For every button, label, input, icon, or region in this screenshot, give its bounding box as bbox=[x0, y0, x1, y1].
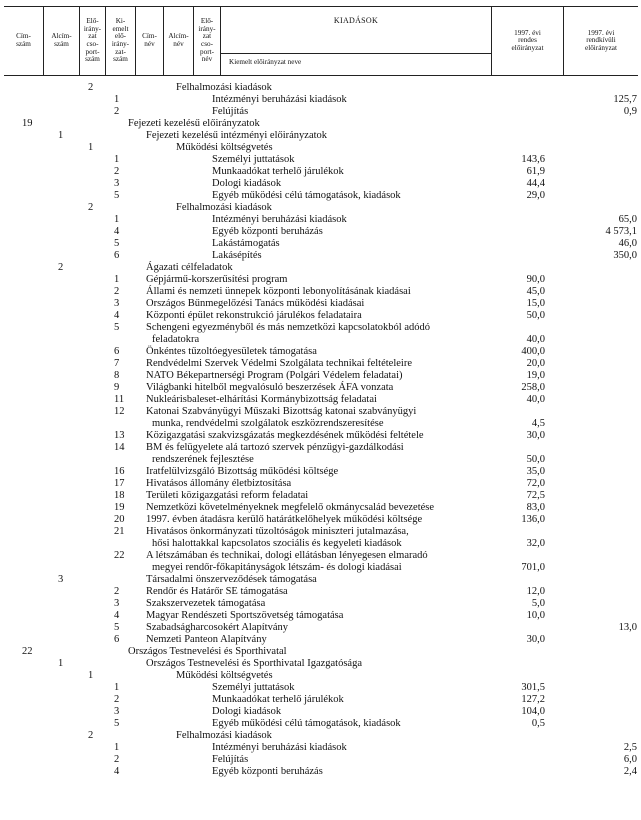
header-elocsopnev-l2: irány- bbox=[198, 24, 216, 33]
table-row bbox=[0, 298, 641, 310]
header-elocsop-l3: zat bbox=[88, 32, 97, 41]
row-label: Egyéb működési célú támogatások, kiadások bbox=[212, 190, 401, 201]
table-row bbox=[0, 94, 641, 106]
header-elocsopnev-l3: zat bbox=[202, 32, 212, 41]
row-value-rendes: 61,9 bbox=[526, 166, 545, 177]
table-row bbox=[0, 562, 641, 574]
row-value-rendkivuli: 4 573,1 bbox=[605, 226, 637, 237]
header-elocsop-l5: port- bbox=[85, 47, 100, 56]
table-row bbox=[0, 646, 641, 658]
row-number: 13 bbox=[114, 430, 125, 441]
row-number: 4 bbox=[114, 310, 120, 321]
row-value-rendes: 20,0 bbox=[526, 358, 545, 369]
row-label: Közigazgatási szakvizsgázatás megkezdésének működési feltétele bbox=[146, 430, 424, 441]
row-label: Rendőr és Határőr SE támogatása bbox=[146, 586, 288, 597]
row-value-rendkivuli: 125,7 bbox=[613, 94, 637, 105]
row-number: 11 bbox=[114, 394, 125, 405]
row-number: 1 bbox=[114, 214, 120, 225]
table-row bbox=[0, 130, 641, 142]
row-label: megyei rendőr-főkapitányságok létszám- és dologi kiadásai bbox=[152, 562, 402, 573]
header-rendkivuli-l1: 1997. évi bbox=[587, 28, 615, 37]
table-row bbox=[0, 502, 641, 514]
header-elocsopnev-l6: név bbox=[201, 55, 213, 64]
row-number: 1 bbox=[114, 682, 120, 693]
row-number: 9 bbox=[114, 382, 120, 393]
table-row bbox=[0, 730, 641, 742]
header-cimnev-l2: név bbox=[144, 40, 155, 48]
header-kiemelt bbox=[106, 7, 136, 75]
row-value-rendes: 72,0 bbox=[526, 478, 545, 489]
row-label: Személyi juttatások bbox=[212, 682, 295, 693]
table-row bbox=[0, 226, 641, 238]
row-label: Dologi kiadások bbox=[212, 706, 282, 717]
row-number: 3 bbox=[114, 298, 120, 309]
header-elocsop-l6: szám bbox=[85, 55, 100, 64]
row-number: 1 bbox=[114, 274, 120, 285]
row-label: Lakástámogatás bbox=[212, 238, 280, 249]
row-label: Ágazati célfeladatok bbox=[146, 262, 233, 273]
row-value-rendes: 0,5 bbox=[531, 718, 545, 729]
header-elocsop-l1: Elő- bbox=[86, 17, 99, 26]
row-label: Országos Bűnmegelőzési Tanács működési kiadásai bbox=[146, 298, 365, 309]
header-kiemelt-l1: Ki- bbox=[115, 17, 126, 26]
table-row bbox=[0, 394, 641, 406]
row-value-rendes: 83,0 bbox=[526, 502, 545, 513]
row-label: 1997. évben átadásra kerülő határátkelőhelyek működési költsége bbox=[146, 514, 423, 525]
table-row bbox=[0, 622, 641, 634]
row-number: 19 bbox=[22, 118, 33, 129]
row-number: 1 bbox=[114, 94, 120, 105]
row-label: Egyéb központi beruházás bbox=[212, 766, 323, 777]
row-number: 1 bbox=[114, 154, 120, 165]
header-kiemelt-l2: emelt bbox=[112, 24, 129, 33]
header-cimszam-l2: szám bbox=[16, 40, 31, 48]
table-row bbox=[0, 694, 641, 706]
table-row bbox=[0, 142, 641, 154]
row-label: BM és felügyelete alá tartozó szervek pénzügyi-gazdálkodási bbox=[146, 442, 404, 453]
row-value-rendkivuli: 65,0 bbox=[618, 214, 637, 225]
table-row bbox=[0, 670, 641, 682]
table-row bbox=[0, 706, 641, 718]
header-kiadasok-divider bbox=[221, 53, 491, 54]
table-row bbox=[0, 526, 641, 538]
table-row bbox=[0, 358, 641, 370]
row-value-rendes: 12,0 bbox=[526, 586, 545, 597]
row-label: Önkéntes tűzoltóegyesületek támogatása bbox=[146, 346, 317, 357]
row-number: 2 bbox=[58, 262, 64, 273]
table-row bbox=[0, 658, 641, 670]
header-elocsopnev-l1: Elő- bbox=[200, 17, 214, 26]
row-label: Egyéb központi beruházás bbox=[212, 226, 323, 237]
header-elocsopnev bbox=[194, 7, 221, 75]
row-number: 4 bbox=[114, 226, 120, 237]
row-value-rendes: 50,0 bbox=[526, 310, 545, 321]
table-row bbox=[0, 106, 641, 118]
table-row bbox=[0, 610, 641, 622]
row-label: hősi halottakkal kapcsolatos szociális és kegyeleti kiadások bbox=[152, 538, 402, 549]
row-value-rendes: 90,0 bbox=[526, 274, 545, 285]
table-row bbox=[0, 718, 641, 730]
header-elocsop-l2: irány- bbox=[83, 24, 102, 33]
row-label: Katonai Szabványügyi Műszaki Bizottság katonai szabványügyi bbox=[146, 406, 417, 417]
row-number: 4 bbox=[114, 610, 120, 621]
table-row bbox=[0, 166, 641, 178]
row-value-rendes: 35,0 bbox=[526, 466, 545, 477]
row-label: Rendvédelmi Szervek Védelmi Szolgálata technikai feltételeire bbox=[146, 358, 412, 369]
row-label: Felújítás bbox=[212, 106, 249, 117]
row-label: Schengeni egyezményből és más nemzetközi kapcsolatokból adódó bbox=[146, 322, 430, 333]
table-row bbox=[0, 370, 641, 382]
row-label: munka, rendvédelmi szolgálatok eszközrendszeresítése bbox=[152, 418, 384, 429]
header-rendes-l3: előirányzat bbox=[511, 43, 544, 52]
table-row bbox=[0, 478, 641, 490]
table-row bbox=[0, 82, 641, 94]
table-row bbox=[0, 682, 641, 694]
row-label: Nukleárisbaleset-elhárítási Kormánybizottság feladatai bbox=[146, 394, 377, 405]
row-value-rendes: 50,0 bbox=[526, 454, 545, 465]
row-number: 1 bbox=[114, 742, 120, 753]
row-number: 1 bbox=[58, 658, 64, 669]
row-label: Szakszervezetek támogatása bbox=[146, 598, 266, 609]
header-elocsopnev-l4: cso- bbox=[201, 40, 213, 48]
header-rendes-l1: 1997. évi bbox=[514, 28, 541, 37]
table-row bbox=[0, 238, 641, 250]
header-alcimszam-l2: szám bbox=[54, 40, 69, 48]
row-number: 5 bbox=[114, 718, 120, 729]
row-number: 1 bbox=[88, 670, 94, 681]
row-number: 22 bbox=[114, 550, 125, 561]
row-number: 3 bbox=[58, 574, 64, 585]
row-label: Felújítás bbox=[212, 754, 249, 765]
row-number: 20 bbox=[114, 514, 125, 525]
row-number: 2 bbox=[114, 694, 120, 705]
table-row bbox=[0, 586, 641, 598]
row-number: 1 bbox=[88, 142, 94, 153]
table-row bbox=[0, 178, 641, 190]
row-number: 2 bbox=[88, 202, 94, 213]
row-value-rendes: 104,0 bbox=[521, 706, 545, 717]
table-row bbox=[0, 202, 641, 214]
header-alcimszam bbox=[44, 7, 80, 75]
row-value-rendes: 30,0 bbox=[526, 634, 545, 645]
row-number: 12 bbox=[114, 406, 125, 417]
table-row bbox=[0, 538, 641, 550]
row-number: 5 bbox=[114, 190, 120, 201]
header-elocsop-l4: cso- bbox=[86, 40, 99, 48]
row-number: 16 bbox=[114, 466, 125, 477]
row-label: Magyar Rendészeti Sportszövetség támogatása bbox=[146, 610, 344, 621]
row-value-rendes: 45,0 bbox=[526, 286, 545, 297]
row-label: Munkaadókat terhelő járulékok bbox=[212, 694, 344, 705]
table-row bbox=[0, 550, 641, 562]
row-value-rendes: 40,0 bbox=[526, 334, 545, 345]
row-value-rendkivuli: 350,0 bbox=[613, 250, 637, 261]
row-value-rendes: 15,0 bbox=[526, 298, 545, 309]
row-label: Intézményi beruházási kiadások bbox=[212, 94, 347, 105]
row-label: Működési költségvetés bbox=[176, 670, 273, 681]
row-value-rendes: 143,6 bbox=[521, 154, 545, 165]
header-alcimnev-l1: Alcím- bbox=[168, 32, 189, 41]
row-number: 22 bbox=[22, 646, 33, 657]
header-cimnev bbox=[136, 7, 164, 75]
table-row bbox=[0, 754, 641, 766]
header-cimnev-l1: Cím- bbox=[142, 32, 157, 41]
row-number: 2 bbox=[114, 286, 120, 297]
header-kiadasok bbox=[221, 7, 492, 75]
row-number: 3 bbox=[114, 178, 120, 189]
row-label: Világbanki hitelből megvalósuló beszerzések ÁFA vonzata bbox=[146, 382, 394, 393]
row-label: Intézményi beruházási kiadások bbox=[212, 742, 347, 753]
row-number: 6 bbox=[114, 634, 120, 645]
row-value-rendes: 40,0 bbox=[526, 394, 545, 405]
header-rendes-l2: rendes bbox=[518, 36, 537, 45]
table-header bbox=[4, 6, 638, 76]
row-value-rendes: 30,0 bbox=[526, 430, 545, 441]
row-value-rendkivuli: 2,4 bbox=[623, 766, 637, 777]
table-row bbox=[0, 466, 641, 478]
table-row bbox=[0, 190, 641, 202]
row-label: A létszámában és technikai, dologi ellátásban lényegesen elmaradó bbox=[146, 550, 428, 561]
header-rendkivuli-l2: rendkívüli bbox=[586, 36, 616, 45]
table-row bbox=[0, 250, 641, 262]
row-label: Nemzeti Panteon Alapítvány bbox=[146, 634, 267, 645]
row-number: 4 bbox=[114, 766, 120, 777]
table-row bbox=[0, 574, 641, 586]
table-row bbox=[0, 634, 641, 646]
table-row bbox=[0, 418, 641, 430]
header-elocsop bbox=[80, 7, 106, 75]
header-cimszam-l1: Cím- bbox=[16, 32, 31, 41]
table-row bbox=[0, 346, 641, 358]
table-row bbox=[0, 430, 641, 442]
row-number: 19 bbox=[114, 502, 125, 513]
row-label: Hivatásos önkormányzati tűzoltóságok miniszteri jutalmazása, bbox=[146, 526, 409, 537]
row-label: Felhalmozási kiadások bbox=[176, 82, 272, 93]
table-row bbox=[0, 742, 641, 754]
table-row bbox=[0, 766, 641, 778]
row-value-rendkivuli: 2,5 bbox=[623, 742, 637, 753]
row-value-rendes: 5,0 bbox=[531, 598, 545, 609]
header-kiemelt-nev: Kiemelt előirányzat neve bbox=[229, 58, 302, 66]
header-kiemelt-l6: szám bbox=[113, 55, 128, 64]
table-row bbox=[0, 490, 641, 502]
table-row bbox=[0, 334, 641, 346]
row-number: 1 bbox=[58, 130, 64, 141]
table-row bbox=[0, 286, 641, 298]
row-label: Országos Testnevelési és Sporthivatal bbox=[128, 646, 287, 657]
table-row bbox=[0, 382, 641, 394]
row-number: 7 bbox=[114, 358, 120, 369]
table-row bbox=[0, 154, 641, 166]
row-label: Dologi kiadások bbox=[212, 178, 282, 189]
table-row bbox=[0, 214, 641, 226]
row-value-rendkivuli: 6,0 bbox=[623, 754, 637, 765]
header-alcimszam-l1: Alcím- bbox=[51, 32, 72, 41]
row-label: Állami és nemzeti ünnepek központi lebonyolításának kiadásai bbox=[146, 286, 411, 297]
row-label: Országos Testnevelési és Sporthivatal Igazgatósága bbox=[146, 658, 363, 669]
row-label: Társadalmi önszerveződések támogatása bbox=[146, 574, 317, 585]
row-value-rendes: 4,5 bbox=[531, 418, 545, 429]
row-label: Lakásépítés bbox=[212, 250, 262, 261]
row-value-rendes: 32,0 bbox=[526, 538, 545, 549]
row-number: 2 bbox=[88, 82, 94, 93]
row-value-rendes: 72,5 bbox=[526, 490, 545, 501]
row-label: Fejezeti kezelésű intézményi előirányzatok bbox=[146, 130, 328, 141]
row-value-rendes: 127,2 bbox=[521, 694, 545, 705]
row-number: 17 bbox=[114, 478, 125, 489]
row-label: Működési költségvetés bbox=[176, 142, 273, 153]
header-rendkivuli-l3: előirányzat bbox=[585, 43, 617, 52]
row-value-rendkivuli: 0,9 bbox=[623, 106, 637, 117]
row-number: 18 bbox=[114, 490, 125, 501]
budget-rows bbox=[0, 82, 641, 778]
row-value-rendkivuli: 46,0 bbox=[618, 238, 637, 249]
row-value-rendes: 44,4 bbox=[526, 178, 545, 189]
row-value-rendes: 701,0 bbox=[521, 562, 545, 573]
table-row bbox=[0, 454, 641, 466]
row-number: 3 bbox=[114, 598, 120, 609]
header-rendes bbox=[492, 7, 564, 75]
row-value-rendes: 301,5 bbox=[521, 682, 545, 693]
header-kiemelt-l4: irány- bbox=[111, 40, 130, 48]
row-label: Munkaadókat terhelő járulékok bbox=[212, 166, 344, 177]
header-cimszam bbox=[4, 7, 44, 75]
row-number: 2 bbox=[114, 106, 120, 117]
row-value-rendes: 258,0 bbox=[521, 382, 545, 393]
row-label: Nemzetközi követelményeknek megfelelő okmánycsalád bevezetése bbox=[146, 502, 435, 513]
table-row bbox=[0, 310, 641, 322]
header-rendkivuli bbox=[564, 7, 638, 75]
row-value-rendes: 400,0 bbox=[521, 346, 545, 357]
row-label: Iratfelülvizsgáló Bizottság működési költsége bbox=[146, 466, 339, 477]
table-row bbox=[0, 322, 641, 334]
table-row bbox=[0, 514, 641, 526]
row-label: Személyi juttatások bbox=[212, 154, 295, 165]
header-kiemelt-l3: elő- bbox=[114, 32, 127, 41]
row-number: 21 bbox=[114, 526, 125, 537]
row-number: 2 bbox=[114, 754, 120, 765]
row-value-rendes: 29,0 bbox=[526, 190, 545, 201]
row-label: Felhalmozási kiadások bbox=[176, 202, 272, 213]
row-label: Fejezeti kezelésű előirányzatok bbox=[128, 118, 260, 129]
row-number: 6 bbox=[114, 250, 120, 261]
row-number: 2 bbox=[114, 166, 120, 177]
table-row bbox=[0, 118, 641, 130]
header-kiadasok-title: KIADÁSOK bbox=[333, 16, 379, 25]
table-row bbox=[0, 598, 641, 610]
row-value-rendkivuli: 13,0 bbox=[618, 622, 637, 633]
row-label: Egyéb működési célú támogatások, kiadások bbox=[212, 718, 401, 729]
header-elocsopnev-l5: port- bbox=[200, 47, 214, 56]
row-number: 5 bbox=[114, 622, 120, 633]
row-number: 2 bbox=[114, 586, 120, 597]
row-label: Gépjármű-korszerűsítési program bbox=[146, 274, 288, 285]
row-label: Területi közigazgatási reform feladatai bbox=[146, 490, 309, 501]
row-label: Szabadságharcosokért Alapítvány bbox=[146, 622, 288, 633]
row-number: 3 bbox=[114, 706, 120, 717]
header-alcimnev-l2: név bbox=[173, 40, 184, 48]
table-row bbox=[0, 406, 641, 418]
row-number: 5 bbox=[114, 322, 120, 333]
table-row bbox=[0, 442, 641, 454]
row-number: 2 bbox=[88, 730, 94, 741]
row-label: Intézményi beruházási kiadások bbox=[212, 214, 347, 225]
row-value-rendes: 136,0 bbox=[521, 514, 545, 525]
row-value-rendes: 10,0 bbox=[526, 610, 545, 621]
table-row bbox=[0, 274, 641, 286]
header-alcimnev bbox=[164, 7, 194, 75]
row-number: 6 bbox=[114, 346, 120, 357]
row-number: 14 bbox=[114, 442, 125, 453]
table-row bbox=[0, 262, 641, 274]
row-value-rendes: 19,0 bbox=[526, 370, 545, 381]
row-label: Hivatásos állomány életbiztosítása bbox=[146, 478, 292, 489]
row-label: Központi épület rekonstrukció járulékos feladataira bbox=[146, 310, 362, 321]
header-kiemelt-l5: zat- bbox=[115, 47, 126, 56]
row-label: rendszerének fejlesztése bbox=[152, 454, 254, 465]
row-label: feladatokra bbox=[152, 334, 200, 345]
row-number: 8 bbox=[114, 370, 120, 381]
row-label: Felhalmozási kiadások bbox=[176, 730, 272, 741]
row-label: NATO Békepartnerségi Program (Polgári Védelem feladatai) bbox=[146, 370, 403, 381]
row-number: 5 bbox=[114, 238, 120, 249]
